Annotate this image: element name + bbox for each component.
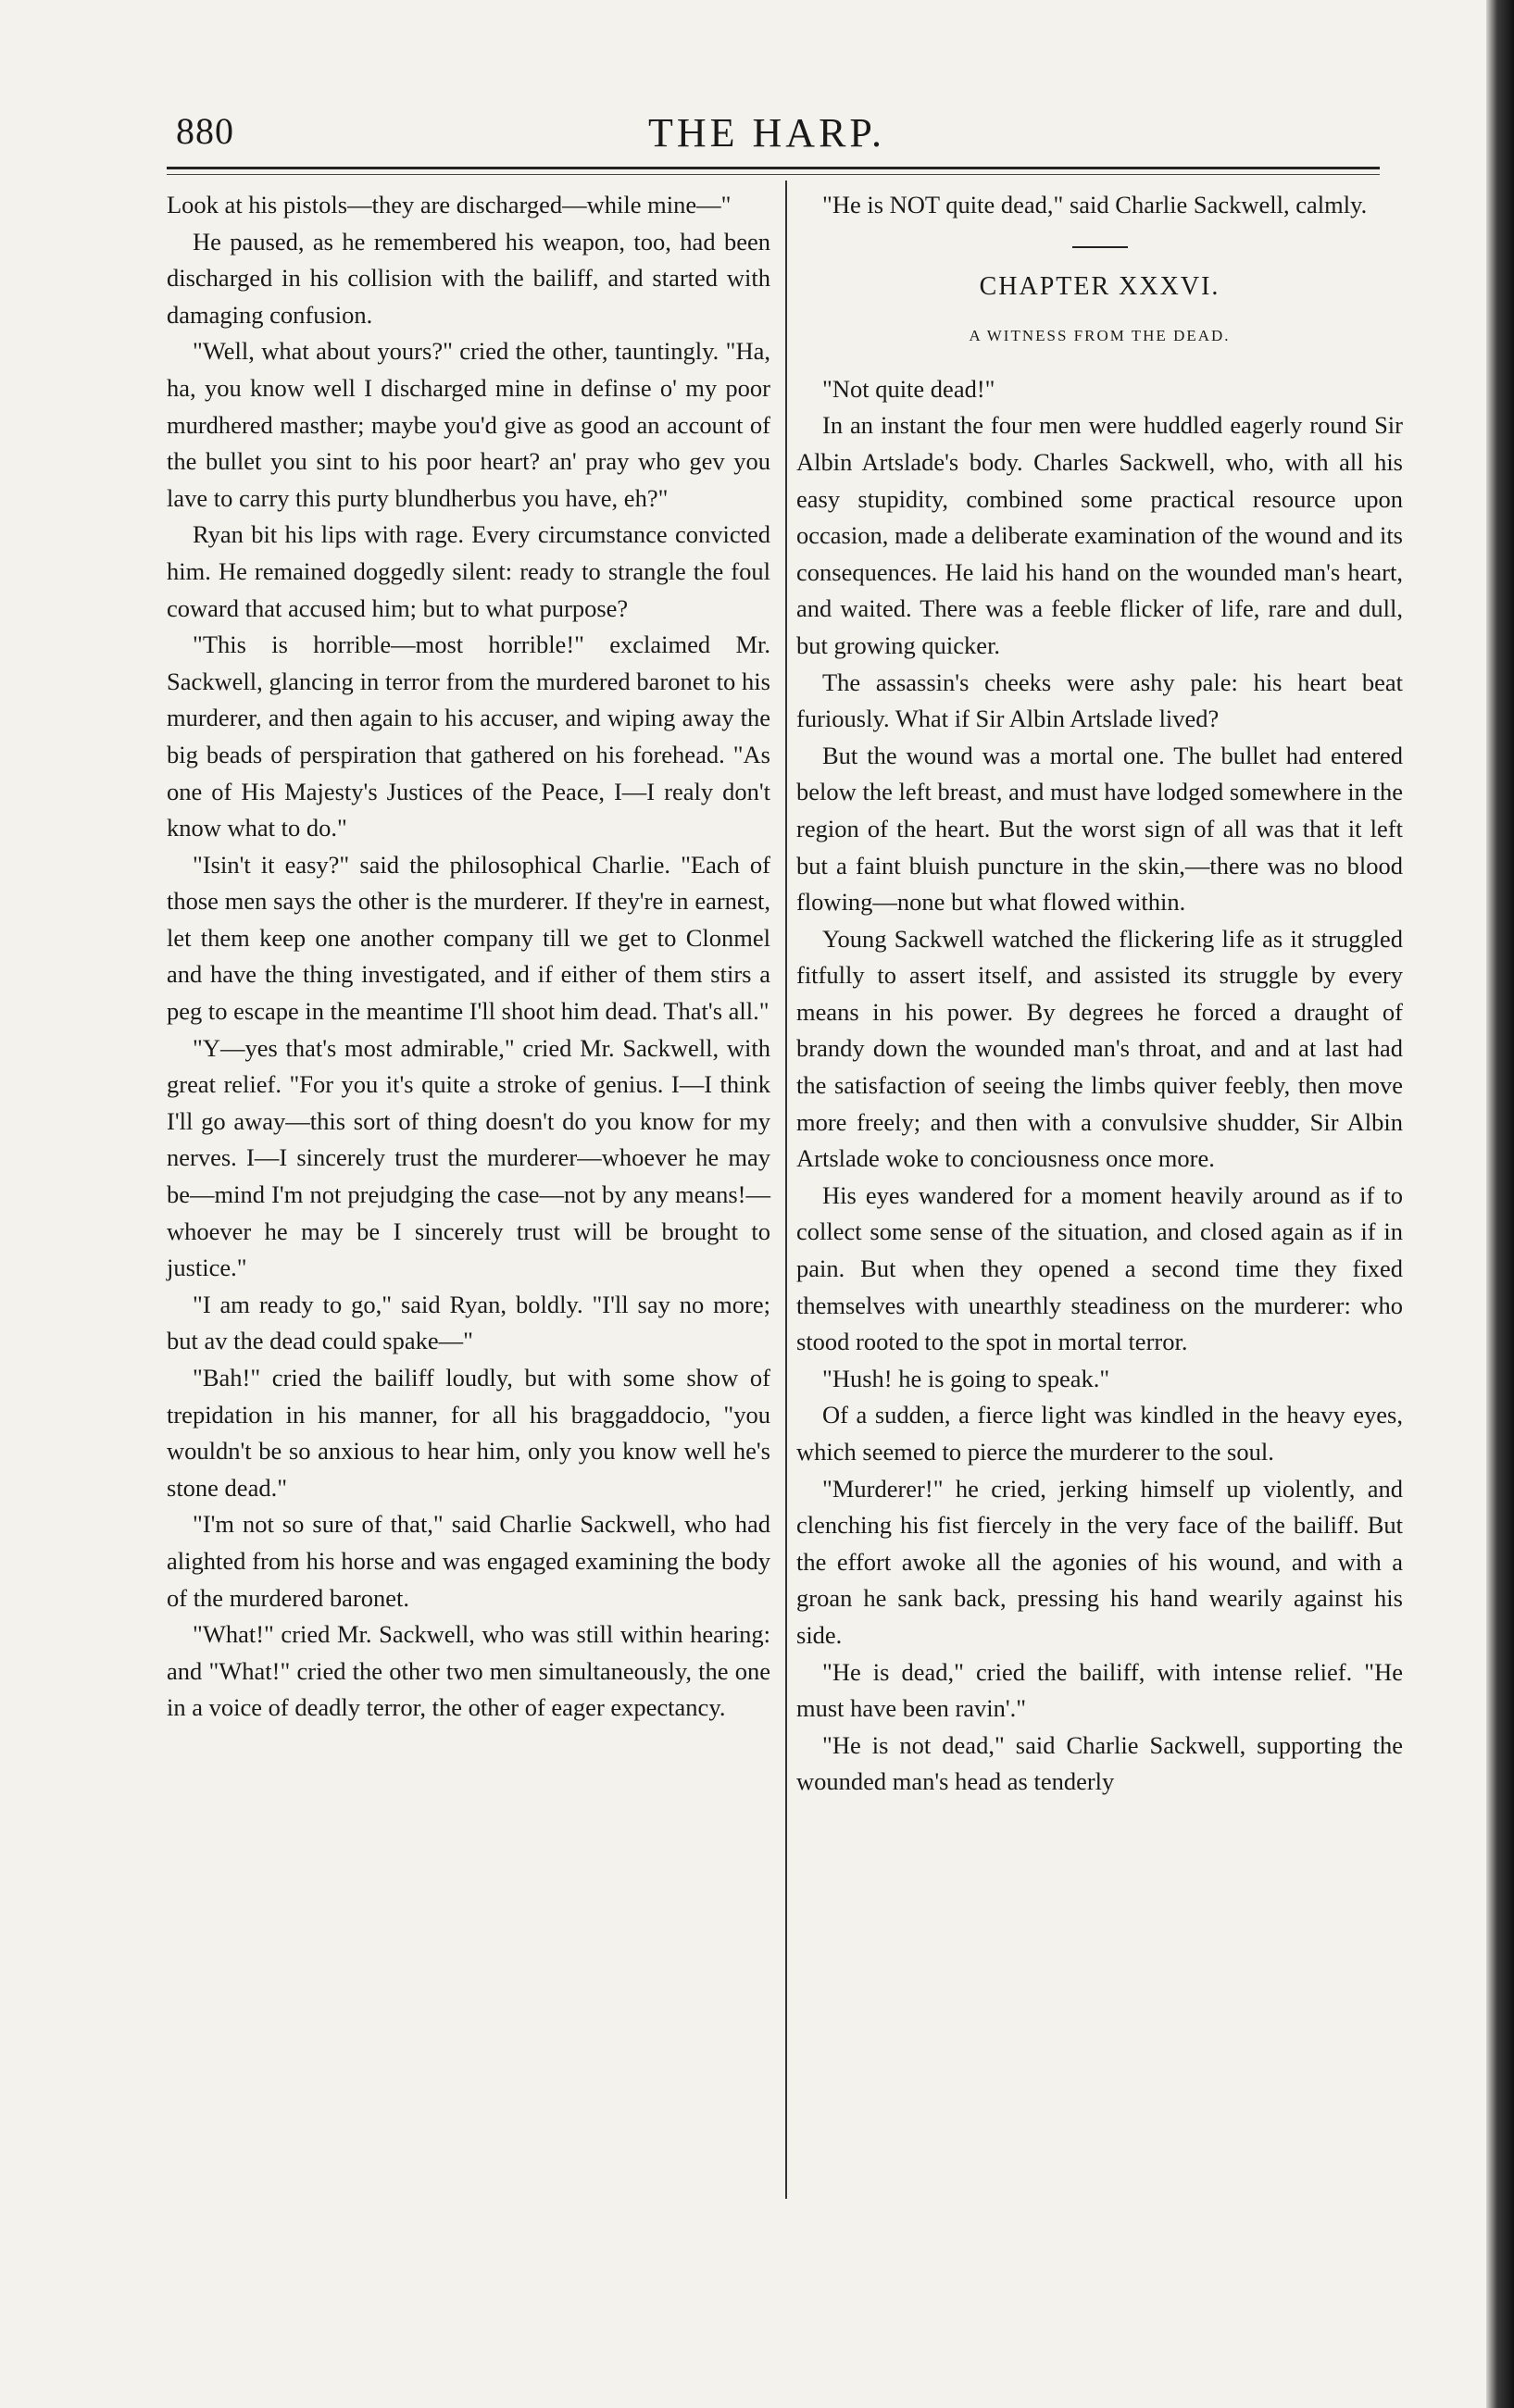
- paragraph: Look at his pistols—they are discharged—while mine—": [167, 191, 732, 218]
- header-rule: [167, 167, 1380, 169]
- chapter-subtitle: A WITNESS FROM THE DEAD.: [969, 327, 1231, 345]
- column-divider: [785, 181, 787, 2199]
- paragraph: His eyes wandered for a moment heavily around as if to collect some sense of the situation, and closed again as if in pain. But when they opened a second time they fixed themselves with unearthly steadiness on the murderer: who stood rooted to the spot in mortal terror.: [796, 1180, 1403, 1356]
- paragraph: "Hush! he is going to speak.": [822, 1364, 1110, 1392]
- page-number: 880: [176, 110, 234, 152]
- paragraph: The assassin's cheeks were ashy pale: his heart beat furiously. What if Sir Albin Artslade lived?: [796, 668, 1403, 733]
- paragraph: "This is horrible—most horrible!" exclaimed Mr. Sackwell, glancing in terror from the murdered baronet to his murderer, and then again to his accuser, and wiping away the big beads of perspiration that gathered on his forehead. "As one of His Majesty's Justices of the Peace, I—I realy don't know what to do.": [167, 630, 770, 842]
- paragraph: "He is dead," cried the bailiff, with intense relief. "He must have been ravin'.": [796, 1657, 1403, 1723]
- paragraph: Young Sackwell watched the flickering life as it struggled fitfully to assert itself, and assisted its struggle by every means in his power. By degrees he forced a draught of brandy down the wounded man's throat, and and at last had the satisfaction of seeing the limbs quiver feebly, then move more freely; and then with a convulsive shudder, Sir Albin Artslade woke to conciousness once more.: [796, 924, 1403, 1173]
- paragraph: Of a sudden, a fierce light was kindled in the heavy eyes, which seemed to pierce the murderer to the soul.: [796, 1401, 1403, 1466]
- paragraph: "Well, what about yours?" cried the other, tauntingly. "Ha, ha, you know well I discharged mine in definse o' my poor murdhered masther; maybe you'd give as good an account of the bullet you sint to his poor heart? an' pray who gev you lave to carry this purty blundherbus you have, eh?": [167, 337, 770, 512]
- paragraph: He paused, as he remembered his weapon, too, had been discharged in his collision with the bailiff, and started with damaging confusion.: [167, 227, 770, 329]
- paragraph: "Murderer!" he cried, jerking himself up violently, and clenching his fist fiercely in the very face of the bailiff. But the effort awoke all the agonies of his wound, and with a groan he sank back, pressing his hand wearily against his side.: [796, 1474, 1403, 1649]
- paragraph: Ryan bit his lips with rage. Every circumstance convicted him. He remained doggedly silent: ready to strangle the foul coward that accused him; but to what purpose?: [167, 520, 770, 622]
- paragraph: "I'm not so sure of that," said Charlie Sackwell, who had alighted from his horse and was engaged examining the body of the murdered baronet.: [167, 1510, 770, 1612]
- paragraph: "He is NOT quite dead," said Charlie Sackwell, calmly.: [822, 191, 1368, 218]
- paragraph: In an instant the four men were huddled eagerly round Sir Albin Artslade's body. Charles Sackwell, who, with all his easy stupidity, combined some practical resource upon occasion, made a deliberate examination of the wound and its consequences. He laid his hand on the wounded man's heart, and waited. There was a feeble flicker of life, rare and dull, but growing quicker.: [796, 411, 1403, 659]
- paragraph: "I am ready to go," said Ryan, boldly. "I'll say no more; but av the dead could spake—": [167, 1290, 770, 1355]
- paragraph: "Not quite dead!": [822, 374, 995, 403]
- chapter-title: CHAPTER XXXVI.: [979, 271, 1220, 301]
- chapter-separator-rule: [1072, 246, 1128, 248]
- paragraph: But the wound was a mortal one. The bullet had entered below the left breast, and must have lodged somewhere in the region of the heart. But the worst sign of all was that it left but a faint bluish puncture in the skin,—there was no blood flowing—none but what flowed within.: [796, 741, 1403, 917]
- paragraph: "He is not dead," said Charlie Sackwell, supporting the wounded man's head as tenderly: [796, 1730, 1403, 1796]
- header-rule-thin: [167, 174, 1380, 175]
- left-column: [167, 187, 770, 1727]
- paragraph: "What!" cried Mr. Sackwell, who was still within hearing: and "What!" cried the other two men simultaneously, the one in a voice of deadly terror, the other of eager expectancy.: [167, 1620, 770, 1722]
- running-title: THE HARP.: [648, 110, 886, 156]
- right-column: [796, 187, 1403, 1801]
- paragraph: "Y—yes that's most admirable," cried Mr. Sackwell, with great relief. "For you it's quite a stroke of genius. I—I think I'll go away—this sort of thing doesn't do you know for my nerves. I—I sincerely trust the murderer—whoever he may be—mind I'm not prejudging the case—not by any means!—whoever he may be I sincerely trust will be brought to justice.": [167, 1033, 770, 1282]
- book-spine: [1486, 0, 1514, 2408]
- paragraph: "Bah!" cried the bailiff loudly, but with some show of trepidation in his manner, for all his braggaddocio, "you wouldn't be so anxious to hear him, only you know well he's stone dead.": [167, 1364, 770, 1502]
- paragraph: "Isin't it easy?" said the philosophical Charlie. "Each of those men says the other is the murderer. If they're in earnest, let them keep one another company till we get to Clonmel and have the thing investigated, and if either of them stirs a peg to escape in the meantime I'll shoot him dead. That's all.": [167, 850, 770, 1026]
